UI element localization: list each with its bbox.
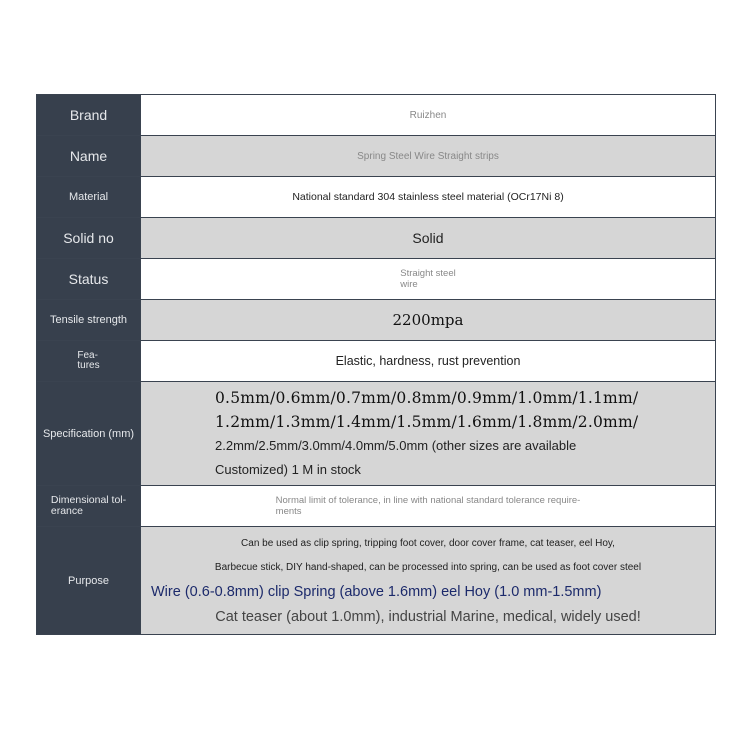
label-features-line1: Fea- [77, 350, 98, 361]
value-purpose [141, 527, 715, 634]
row-tolerance [37, 486, 715, 527]
row-features [37, 341, 715, 382]
label-tolerance [37, 486, 141, 526]
row-purpose [37, 527, 715, 634]
spec-line-4: Customized) 1 M in stock [215, 461, 361, 477]
label-material: Material [37, 177, 141, 217]
label-features [37, 341, 141, 381]
row-material [37, 177, 715, 218]
value-brand: Ruizhen [141, 95, 715, 135]
label-specification: Specification (mm) [37, 382, 141, 485]
spec-table [36, 94, 716, 635]
label-tensile: Tensile strength [37, 300, 141, 340]
spec-line-3: 2.2mm/2.5mm/3.0mm/4.0mm/5.0mm (other sizes are available [215, 437, 577, 453]
label-status: Status [37, 259, 141, 299]
label-tolerance-line1: Dimensional tol- [50, 494, 127, 506]
label-purpose: Purpose [37, 527, 141, 634]
spec-line-1: 0.5mm/0.6mm/0.7mm/0.8mm/0.9mm/1.0mm/1.1mm/ [215, 388, 639, 407]
value-status-line1: Straight steel [400, 268, 456, 279]
row-name [37, 136, 715, 177]
purpose-line-3: Wire (0.6-0.8mm) clip Spring (above 1.6mm) eel Hoy (1.0 mm-1.5mm) [151, 583, 602, 600]
value-name: Spring Steel Wire Straight strips [141, 136, 715, 176]
label-tolerance-line2: erance [50, 505, 83, 517]
value-features: Elastic, hardness, rust prevention [141, 341, 715, 381]
value-tolerance [141, 486, 715, 526]
spec-line-2: 1.2mm/1.3mm/1.4mm/1.5mm/1.6mm/1.8mm/2.0mm/ [215, 412, 639, 431]
value-solid: Solid [141, 218, 715, 258]
value-status-line2: wire [400, 279, 418, 290]
row-specification [37, 382, 715, 486]
label-brand: Brand [37, 95, 141, 135]
value-status [141, 259, 715, 299]
value-specification [141, 382, 715, 485]
value-tolerance-line2: ments [275, 506, 302, 517]
purpose-line-1: Can be used as clip spring, tripping foot cover, door cover frame, cat teaser, eel Hoy, [241, 537, 615, 549]
purpose-line-4: Cat teaser (about 1.0mm), industrial Marine, medical, widely used! [215, 608, 641, 625]
purpose-line-2: Barbecue stick, DIY hand-shaped, can be processed into spring, can be used as foot cover steel [214, 561, 642, 573]
row-brand [37, 95, 715, 136]
label-features-line2: tures [77, 360, 100, 371]
row-solid [37, 218, 715, 259]
row-tensile [37, 300, 715, 341]
label-solid: Solid no [37, 218, 141, 258]
label-name: Name [37, 136, 141, 176]
value-material: National standard 304 stainless steel material (OCr17Ni 8) [141, 177, 715, 217]
value-tensile: 2200mpa [141, 300, 715, 340]
row-status [37, 259, 715, 300]
value-tolerance-line1: Normal limit of tolerance, in line with national standard tolerance require- [275, 495, 581, 506]
